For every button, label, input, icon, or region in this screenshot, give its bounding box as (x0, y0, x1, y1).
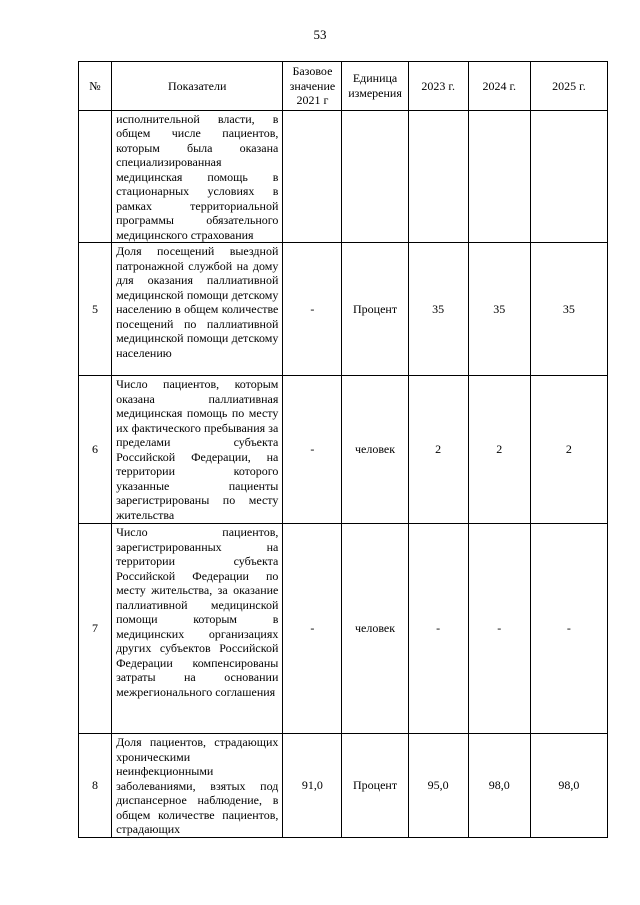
table-header-row (79, 62, 608, 111)
row-base-value: - (283, 243, 342, 376)
row-unit (342, 110, 408, 243)
header-base-value: Базовое значение 2021 г (283, 62, 342, 111)
header-2024: 2024 г. (468, 62, 530, 111)
row-indicator: Доля пациентов, страдающих хроническими неинфекционными заболеваниями, взятых под диспансерное наблюдение, в общем количестве пациентов, страдающих (112, 734, 283, 838)
row-indicator: Число пациентов, которым оказана паллиативная медицинская помощь по месту их фактического пребывания за пределами субъекта Российской Федерации, на территории которого указанные пациенты зарегистрированы по месту жительства (112, 376, 283, 524)
table-row (79, 734, 608, 838)
row-2023 (408, 110, 468, 243)
indicators-table (78, 61, 608, 838)
row-2025 (530, 110, 607, 243)
row-2025: 98,0 (530, 734, 607, 838)
table-row (79, 376, 608, 524)
row-unit: Процент (342, 734, 408, 838)
row-2023: 2 (408, 376, 468, 524)
row-num: 6 (79, 376, 112, 524)
row-base-value: - (283, 376, 342, 524)
table-row (79, 110, 608, 243)
row-2024: 98,0 (468, 734, 530, 838)
row-num: 7 (79, 524, 112, 734)
page-number: 53 (313, 27, 327, 42)
header-num: № (79, 62, 112, 111)
row-2024 (468, 110, 530, 243)
row-num (79, 110, 112, 243)
row-2023: 35 (408, 243, 468, 376)
header-2025: 2025 г. (530, 62, 607, 111)
row-unit: человек (342, 376, 408, 524)
row-2023: 95,0 (408, 734, 468, 838)
header-2023: 2023 г. (408, 62, 468, 111)
header-indicator: Показатели (112, 62, 283, 111)
row-2024: 35 (468, 243, 530, 376)
row-base-value: - (283, 524, 342, 734)
row-num: 8 (79, 734, 112, 838)
row-2025: - (530, 524, 607, 734)
row-unit: Процент (342, 243, 408, 376)
header-unit: Единица измерения (342, 62, 408, 111)
row-base-value: 91,0 (283, 734, 342, 838)
row-indicator: Число пациентов, зарегистрированных на территории субъекта Российской Федерации по месту жительства, за оказание паллиативной медицинской помощи которым в медицинских организациях других субъектов Российской Федерации компенсированы затраты на основании межрегионального соглашения (112, 524, 283, 734)
row-2025: 35 (530, 243, 607, 376)
row-2024: 2 (468, 376, 530, 524)
table-row (79, 524, 608, 734)
row-unit: человек (342, 524, 408, 734)
row-base-value (283, 110, 342, 243)
row-2025: 2 (530, 376, 607, 524)
row-2024: - (468, 524, 530, 734)
row-2023: - (408, 524, 468, 734)
row-indicator: Доля посещений выездной патронажной службой на дому для оказания паллиативной медицинской помощи детскому населению в общем количестве посещений по паллиативной медицинской помощи детскому населению (112, 243, 283, 376)
table-row (79, 243, 608, 376)
row-indicator: исполнительной власти, в общем числе пациентов, которым была оказана специализированная медицинская помощь в стационарных условиях в рамках территориальной программы обязательного медицинского страхования (112, 110, 283, 243)
row-num: 5 (79, 243, 112, 376)
